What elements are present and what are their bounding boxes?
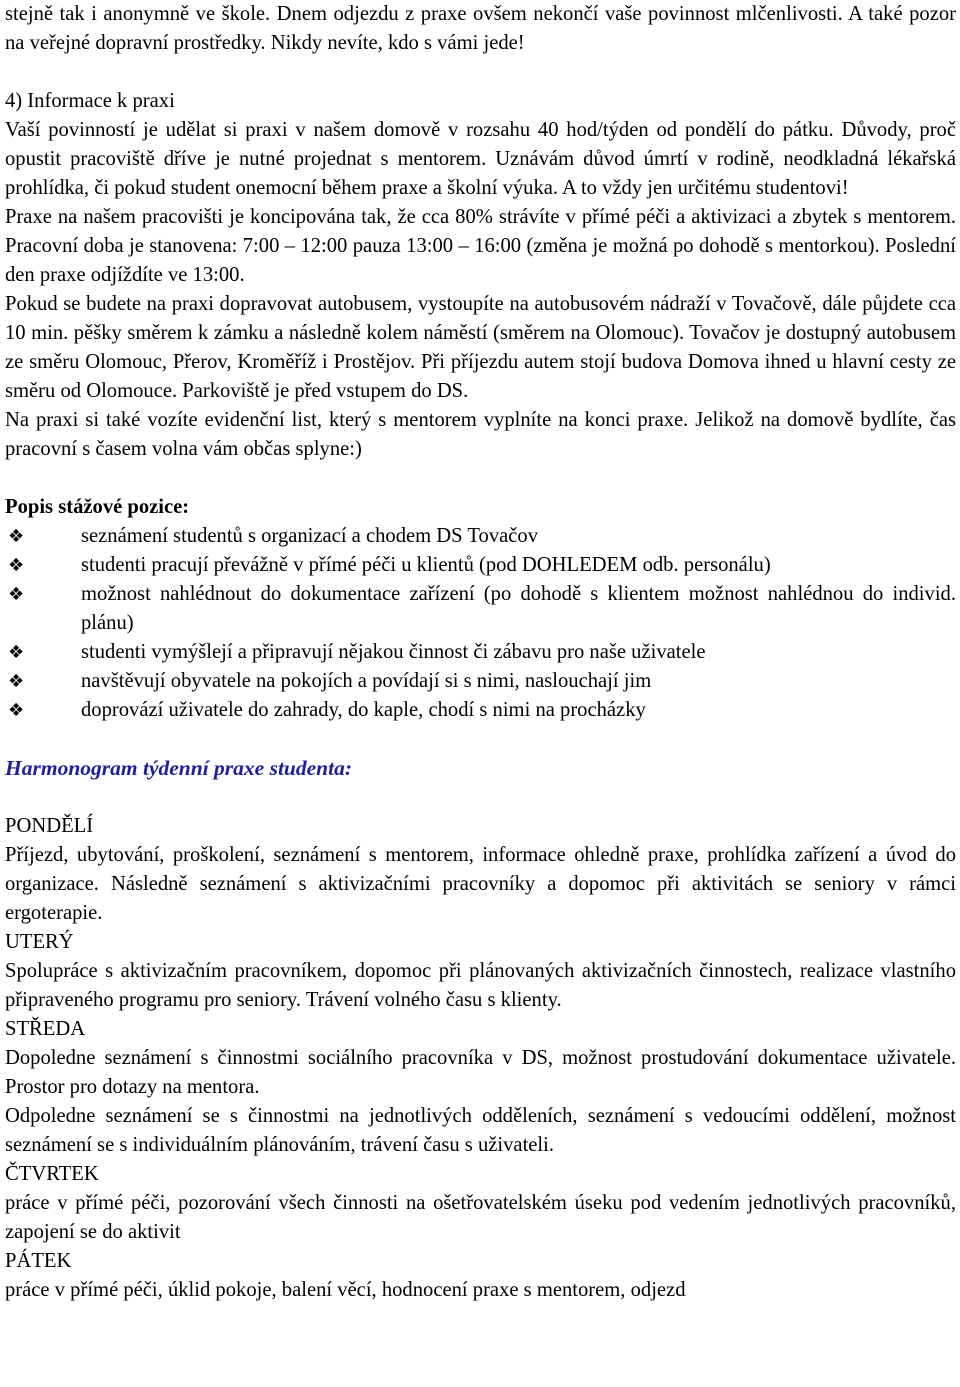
diamond-bullet-icon: ❖	[8, 671, 25, 692]
day-heading: ČTVRTEK	[5, 1163, 99, 1185]
list-item	[5, 551, 956, 580]
day-heading: PÁTEK	[5, 1250, 72, 1272]
day-text: Odpoledne seznámení se s činnostmi na jednotlivých odděleních, seznámení s vedoucími oddělení, možnost seznámení se s individuálním plánováním, trávení času s uživateli.	[5, 1105, 956, 1156]
harmonogram-title: Harmonogram týdenní praxe studenta:	[5, 756, 353, 780]
spacer	[5, 783, 956, 812]
section-heading: 4) Informace k praxi	[5, 90, 175, 112]
list-item	[5, 522, 956, 551]
stage-heading: Popis stážové pozice:	[5, 496, 190, 518]
day-text: práce v přímé péči, pozorování všech činnosti na ošetřovatelském úseku pod vedením jednotlivých pracovníků, zapojení se do aktivit	[5, 1192, 956, 1243]
day-text: práce v přímé péči, úklid pokoje, balení věcí, hodnocení praxe s mentorem, odjezd	[5, 1279, 686, 1301]
section-paragraph: Na praxi si také vozíte evidenční list, který s mentorem vyplníte na konci praxe. Jelikož na domově bydlíte, čas pracovní s časem volna vám občas splyne:)	[5, 409, 956, 460]
section-paragraph: Pokud se budete na praxi dopravovat autobusem, vystoupíte na autobusovém nádraží v Tovačově, dále půjdete cca 10 min. pěšky směrem k zámku a následně kolem náměstí (směrem na Olomouc). Tovačov je dostupný autobusem ze směru Olomouc, Přerov, Kroměříž i Prostějov. Při příjezdu autem stojí budova Domova ihned u hlavní cesty ze směru od Olomouce. Parkoviště je před vstupem do DS.	[5, 293, 956, 402]
spacer	[5, 58, 956, 87]
day-heading: STŘEDA	[5, 1018, 86, 1040]
day-text: Spolupráce s aktivizačním pracovníkem, dopomoc při plánovaných aktivizačních činnostech, realizace vlastního připraveného programu pro seniory. Trávení volného času s klienty.	[5, 960, 956, 1011]
section-paragraph: Vaší povinností je udělat si praxi v našem domově v rozsahu 40 hod/týden od pondělí do pátku. Důvody, proč opustit pracoviště dříve je nutné projednat s mentorem. Uznávám důvod úmrtí v rodině, neodkladná lékařská prohlídka, či pokud student onemocní během praxe a školní výuka. A to vždy jen určitému studentovi!	[5, 119, 956, 199]
day-heading: UTERÝ	[5, 931, 74, 953]
spacer	[5, 464, 956, 493]
list-item-text: navštěvují obyvatele na pokojích a povídají si s nimi, naslouchají jim	[81, 670, 652, 692]
day-heading: PONDĚLÍ	[5, 815, 94, 837]
spacer	[5, 725, 956, 754]
intro-paragraph: stejně tak i anonymně ve škole. Dnem odjezdu z praxe ovšem nekončí vaše povinnost mlčenlivosti. A také pozor na veřejné dopravní prostředky. Nikdy nevíte, kdo s vámi jede!	[5, 3, 956, 54]
section-paragraph: Praxe na našem pracovišti je koncipována tak, že cca 80% strávíte v přímé péči a aktivizaci a zbytek s mentorem. Pracovní doba je stanovena: 7:00 – 12:00 pauza 13:00 – 16:00 (změna je možná po dohodě s mentorkou). Poslední den praxe odjíždíte ve 13:00.	[5, 206, 956, 286]
diamond-bullet-icon: ❖	[8, 555, 25, 576]
list-item	[5, 580, 956, 638]
list-item-text: možnost nahlédnout do dokumentace zařízení (po dohodě s klientem možnost nahlédnou do individ. plánu)	[81, 583, 956, 634]
stage-list	[5, 522, 956, 725]
list-item-text: seznámení studentů s organizací a chodem DS Tovačov	[81, 525, 539, 547]
list-item	[5, 696, 956, 725]
diamond-bullet-icon: ❖	[8, 584, 25, 605]
diamond-bullet-icon: ❖	[8, 642, 25, 663]
day-text: Příjezd, ubytování, proškolení, seznámení s mentorem, informace ohledně praxe, prohlídka zařízení a úvod do organizace. Následně seznámení s aktivizačními pracovníky a dopomoc při aktivitách se seniory v rámci ergoterapie.	[5, 844, 956, 924]
list-item-text: studenti pracují převážně v přímé péči u klientů (pod DOHLEDEM odb. personálu)	[81, 554, 771, 576]
day-text: Dopoledne seznámení s činnostmi sociálního pracovníka v DS, možnost prostudování dokumentace uživatele. Prostor pro dotazy na mentora.	[5, 1047, 956, 1098]
list-item-text: doprovází uživatele do zahrady, do kaple, chodí s nimi na procházky	[81, 699, 646, 721]
list-item-text: studenti vymýšlejí a připravují nějakou činnost či zábavu pro naše uživatele	[81, 641, 706, 663]
diamond-bullet-icon: ❖	[8, 526, 25, 547]
diamond-bullet-icon: ❖	[8, 700, 25, 721]
list-item	[5, 638, 956, 667]
list-item	[5, 667, 956, 696]
